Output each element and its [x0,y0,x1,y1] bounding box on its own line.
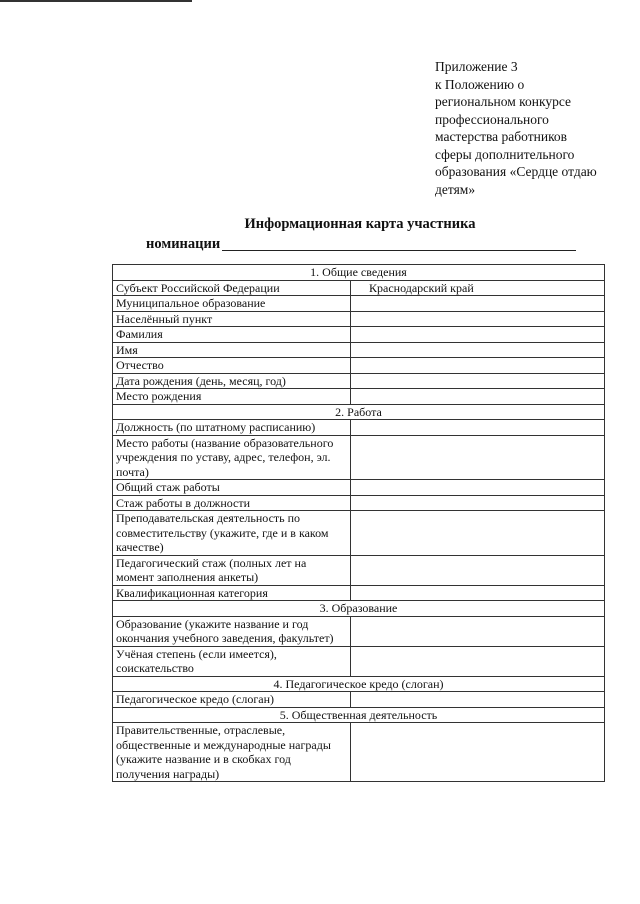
appendix-line: региональном конкурсе [435,94,571,109]
top-rule [0,0,192,2]
field-value[interactable] [351,511,605,556]
field-value[interactable] [351,555,605,585]
field-value[interactable] [351,723,605,782]
section-title: 5. Общественная деятельность [113,707,605,723]
card-title: Информационная карта участника [244,216,476,232]
appendix-line: Приложение 3 [435,59,518,74]
field-value[interactable] [351,692,605,708]
field-label: Образование (укажите название и год окончания учебного заведения, факультет) [113,616,351,646]
table-row [113,511,605,556]
nomination-label: номинации [146,236,221,252]
field-label: Фамилия [113,327,351,343]
field-label: Муниципальное образование [113,296,351,312]
table-row [113,616,605,646]
field-value[interactable] [351,389,605,405]
field-value[interactable]: Краснодарский край [351,280,605,296]
field-label: Должность (по штатному расписанию) [113,420,351,436]
appendix-line: сферы дополнительного [435,146,575,162]
table-row [113,327,605,343]
field-value[interactable] [351,616,605,646]
field-value[interactable] [351,420,605,436]
field-value[interactable] [351,495,605,511]
field-label: Стаж работы в должности [113,495,351,511]
field-label: Учёная степень (если имеется), соискательство [113,646,351,676]
nomination-blank-line[interactable] [222,250,576,251]
table-row [113,495,605,511]
field-label: Педагогическое кредо (слоган) [113,692,351,708]
table-row [113,342,605,358]
table-row [113,435,605,480]
field-value[interactable] [351,311,605,327]
appendix-line: профессионального [435,111,549,127]
field-label: Место работы (название образовательного учреждения по уставу, адрес, телефон, эл. почта) [113,435,351,480]
table-row [113,389,605,405]
table-row [113,585,605,601]
section-title: 2. Работа [113,404,605,420]
table-row [113,358,605,374]
section-title: 3. Образование [113,601,605,617]
field-value[interactable] [351,342,605,358]
field-label: Субъект Российской Федерации [113,280,351,296]
appendix-line: мастерства работников [435,129,568,144]
table-row [113,555,605,585]
table-row [113,373,605,389]
field-label: Место рождения [113,389,351,405]
section-header-row [113,404,605,420]
field-value[interactable] [351,373,605,389]
table-row [113,296,605,312]
section-header-row [113,676,605,692]
field-label: Педагогический стаж (полных лет на момент заполнения анкеты) [113,555,351,585]
table-row [113,692,605,708]
table-row [113,646,605,676]
table-row [113,480,605,496]
field-label: Общий стаж работы [113,480,351,496]
appendix-line: образования «Сердце отдаю [435,164,597,179]
field-value[interactable] [351,296,605,312]
field-value[interactable] [351,435,605,480]
field-label: Преподавательская деятельность по совместительству (укажите, где и в каком качестве) [113,511,351,556]
field-label: Населённый пункт [113,311,351,327]
section-header-row [113,601,605,617]
section-title: 1. Общие сведения [113,265,605,281]
field-value[interactable] [351,358,605,374]
participant-card-table [112,264,605,782]
table-row [113,420,605,436]
section-header-row [113,265,605,281]
section-header-row [113,707,605,723]
field-value[interactable] [351,327,605,343]
table-row [113,311,605,327]
appendix-note [435,58,635,198]
field-label: Правительственные, отраслевые, общественные и международные награды (укажите название и в скобках год получения награды) [113,723,351,782]
section-title: 4. Педагогическое кредо (слоган) [113,676,605,692]
field-label: Отчество [113,358,351,374]
field-value[interactable] [351,585,605,601]
table-row [113,280,605,296]
field-label: Дата рождения (день, месяц, год) [113,373,351,389]
field-label: Квалификационная категория [113,585,351,601]
field-value[interactable] [351,646,605,676]
table-row [113,723,605,782]
field-label: Имя [113,342,351,358]
appendix-line: к Положению о [435,76,525,92]
field-value[interactable] [351,480,605,496]
appendix-line: детям» [435,181,476,197]
